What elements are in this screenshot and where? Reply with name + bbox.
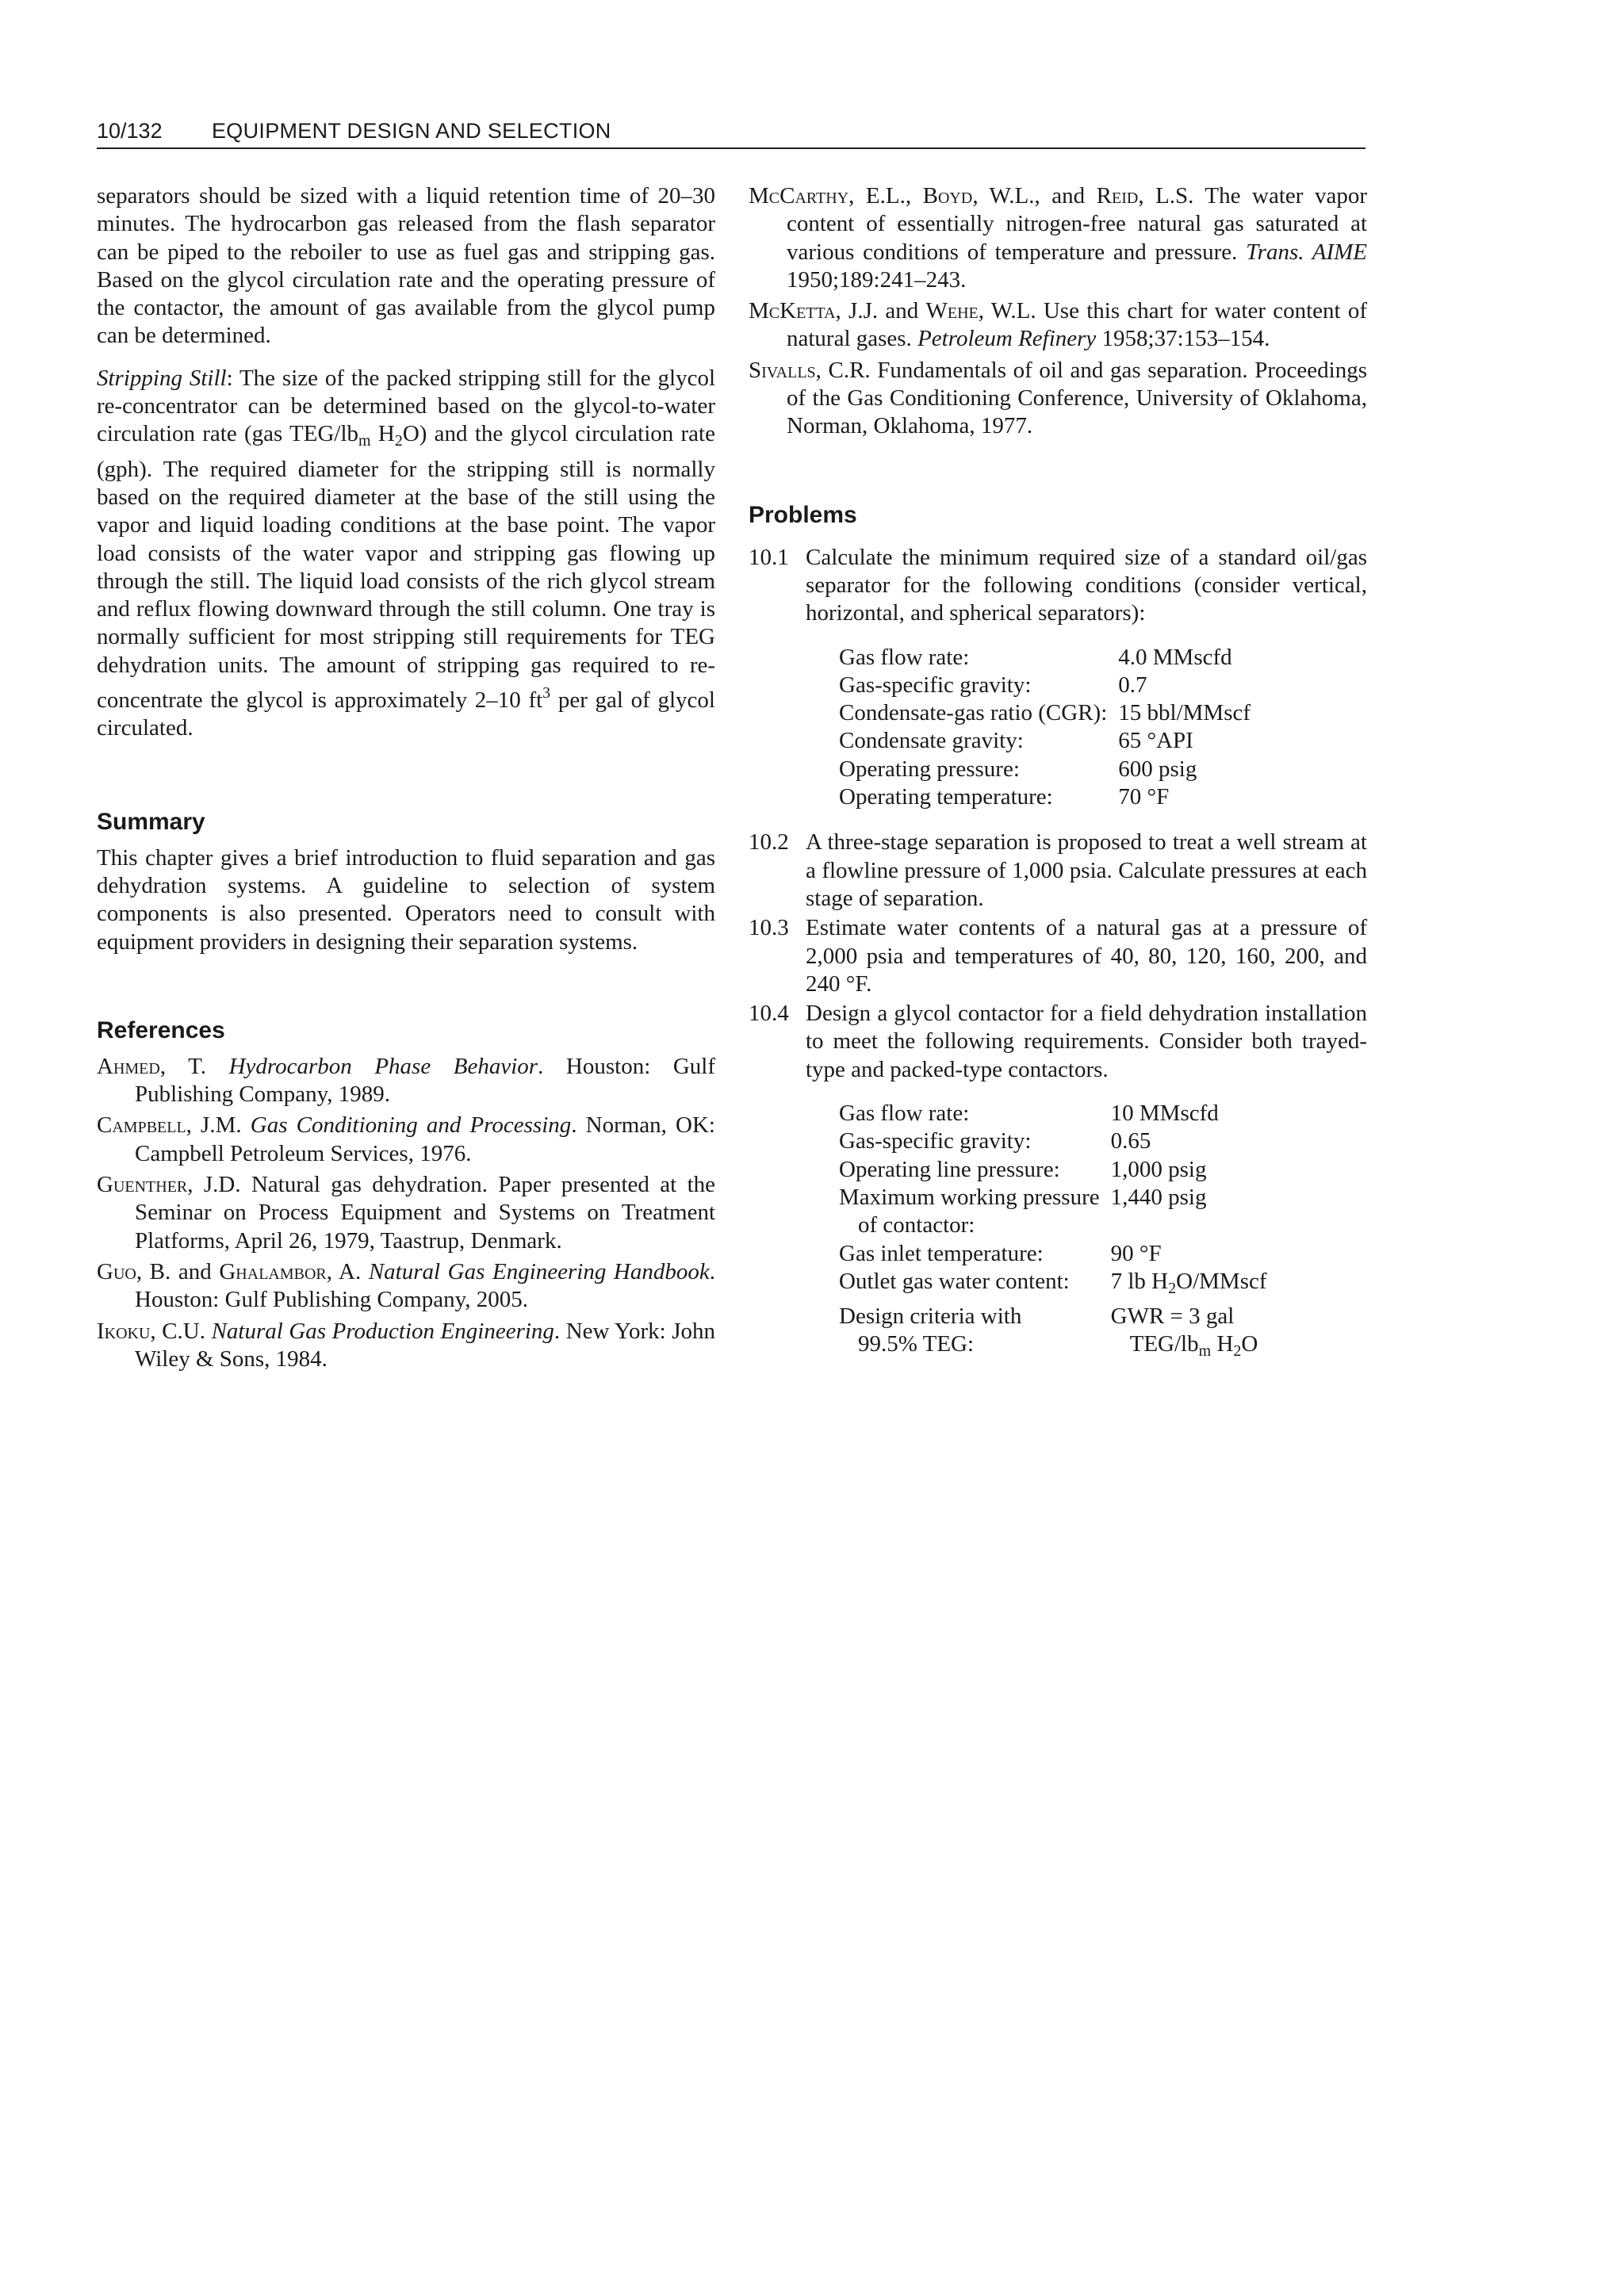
table-row: Gas flow rate: 10 MMscfd [839, 1101, 1219, 1127]
table-row: Gas flow rate: 4.0 MMscfd [839, 644, 1232, 670]
problem-10-1-conditions [839, 644, 1251, 812]
problem-10-4: 10.4 Design a glycol contactor for a field dehydration installation to meet the following requirements. Consider both trayed-type and packed-type contactors. [749, 1001, 1367, 1082]
summary-heading: Summary [97, 808, 205, 835]
reference-ikoku: Ikoku, C.U. Natural Gas Production Engineering. New York: John Wiley & Sons, 1984. [97, 1318, 716, 1372]
reference-mccarthy: McCarthy, E.L., Boyd, W.L., and Reid, L.S. The water vapor content of essentially nitrogen-free natural gas saturated at various conditions of temperature and pressure. Trans. AIME 1950;189:241–243. [749, 183, 1367, 293]
table-row: Operating temperature: 70 °F [839, 784, 1170, 810]
paragraph-flash-separator: separators should be sized with a liquid retention time of 20–30 minutes. The hydrocarbon gas released from the flash separator can be piped to the reboiler to use as fuel gas and stripping gas. Based on the glycol circulation rate and the operating pressure of the contactor, the amount of gas available from the glycol pump can be determined. [97, 183, 715, 349]
right-column [749, 182, 1367, 1384]
reference-mcketta: McKetta, J.J. and Wehe, W.L. Use this chart for water content of natural gases. Petroleum Refinery 1958;37:153–154. [749, 298, 1367, 352]
table-row: Condensate gravity: 65 °API [839, 728, 1193, 754]
table-row: Design criteria with 99.5% TEG: GWR = 3 gal TEG/$lb_m$ $H_2O$ [839, 1303, 1258, 1361]
problem-10-1: 10.1 Calculate the minimum required size of a standard oil/gas separator for the following conditions (consider vertical, horizontal, and spherical separators): [749, 544, 1367, 626]
paragraph-stripping-still: Stripping Still: The size of the packed stripping still for the glycol re-concentrator can be determined based on the glycol-to-water circulation rate (gas TEG/$lb_m$ $H_2O$) and the glycol circulation rate (gph). The required diameter for the stripping still is normally based on the required diameter at the base of the still using the vapor and liquid loading conditions at the base point. The vapor load consists of the water vapor and stripping gas flowing up through the still. The liquid load consists of the rich glycol stream and reflux flowing downward through the still column. One tray is normally sufficient for most stripping still requirements for TEG dehydration units. The amount of stripping gas required to re-concentrate the glycol is approximately 2–10 $ft^3$ per gal of glycol circulated. [97, 365, 716, 741]
table-row: Gas-specific gravity: 0.65 [839, 1128, 1151, 1154]
reference-guenther: Guenther, J.D. Natural gas dehydration. Paper presented at the Seminar on Process Equipment and Systems on Treatment Platforms, April 26, 1979, Taastrup, Denmark. [97, 1172, 715, 1254]
table-row: Condensate-gas ratio (CGR): 15 bbl/MMscf [839, 700, 1251, 726]
problem-10-4-requirements [839, 1100, 1267, 1366]
problems-heading: Problems [749, 501, 857, 528]
run-in-heading: Stripping Still [97, 365, 227, 391]
table-row: Outlet gas water content: 7 lb $H_2O$/MMscf [839, 1268, 1267, 1297]
running-header [97, 116, 1365, 149]
summary-text: This chapter gives a brief introduction to fluid separation and gas dehydration systems. A guideline to selection of system components is also presented. Operators need to consult with equipment providers in designing their separation systems. [97, 844, 715, 955]
table-row: Gas-specific gravity: 0.7 [839, 672, 1147, 698]
references-heading: References [97, 1016, 225, 1043]
running-title: EQUIPMENT DESIGN AND SELECTION [212, 119, 611, 143]
left-column [97, 182, 715, 1376]
table-row: Gas inlet temperature: 90 °F [839, 1240, 1162, 1266]
reference-campbell: Campbell, J.M. Gas Conditioning and Processing. Norman, OK: Campbell Petroleum Services, 1976. [97, 1112, 715, 1166]
table-row: Maximum working pressure of contactor: 1,440 psig [839, 1184, 1207, 1238]
problem-10-3: 10.3 Estimate water contents of a natural gas at a pressure of 2,000 psia and temperatures of 40, 80, 120, 160, 200, and 240 °F. [749, 915, 1367, 997]
reference-ahmed: Ahmed, T. Hydrocarbon Phase Behavior. Houston: Gulf Publishing Company, 1989. [97, 1053, 716, 1108]
reference-guo: Guo, B. and Ghalambor, A. Natural Gas Engineering Handbook. Houston: Gulf Publishing Company, 2005. [97, 1258, 715, 1313]
page-number: 10/132 [97, 119, 163, 143]
references-list [97, 1053, 715, 1373]
problem-10-2: 10.2 A three-stage separation is proposed to treat a well stream at a flowline pressure of 1,000 psia. Calculate pressures at each stage of separation. [749, 829, 1367, 911]
problems-list [749, 544, 1367, 1366]
table-row: Operating pressure: 600 psig [839, 756, 1197, 782]
reference-sivalls: Sivalls, C.R. Fundamentals of oil and gas separation. Proceedings of the Gas Conditioning Conference, University of Oklahoma, Norman, Oklahoma, 1977. [749, 357, 1367, 439]
table-row: Operating line pressure: 1,000 psig [839, 1156, 1207, 1182]
